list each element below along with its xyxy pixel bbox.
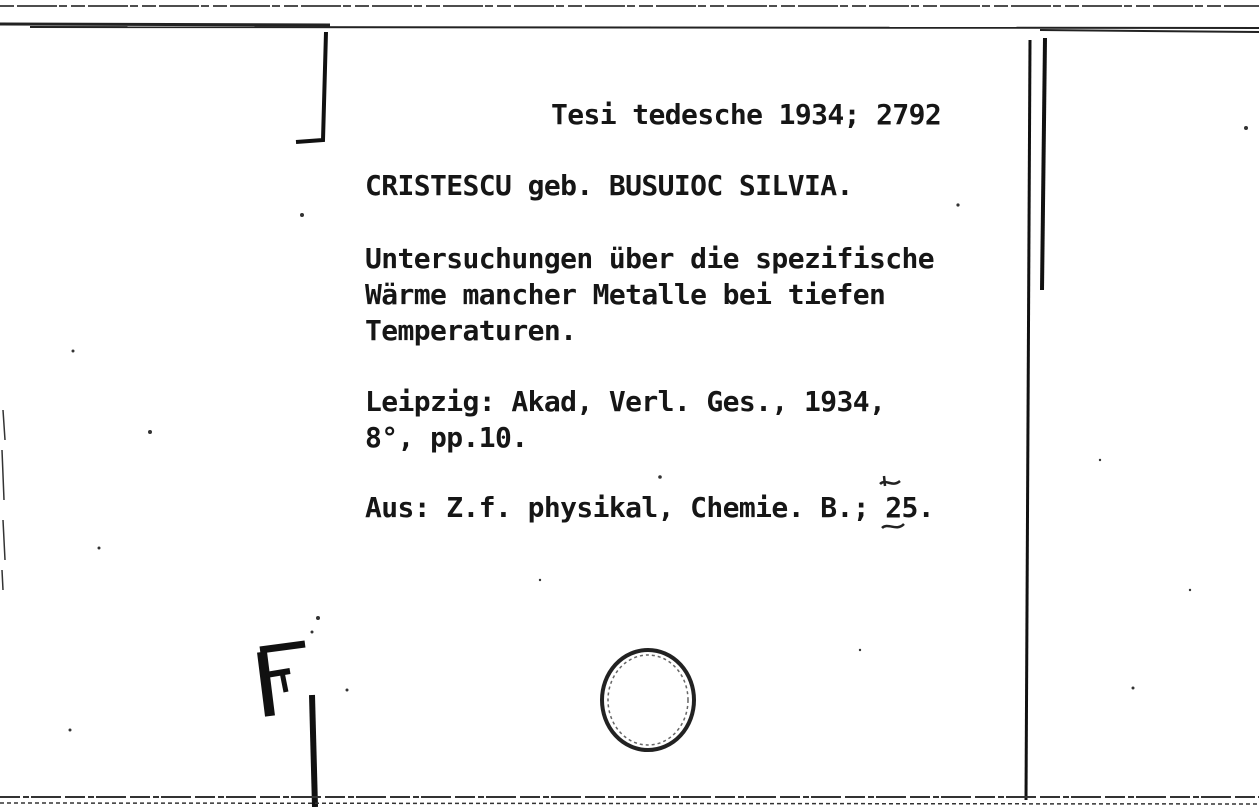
imprint: Leipzig: Akad, Verl. Ges., 1934, 8°, pp.10. (365, 385, 886, 454)
filing-mark (260, 644, 315, 807)
punch-hole-inner (608, 655, 688, 745)
left-edge-speckle (2, 410, 5, 590)
punch-hole (602, 650, 694, 750)
bracket-mark (296, 32, 326, 142)
bottom-edge-lines (0, 797, 1259, 804)
shelfmark: Tesi tedesche 1934; 2792 (551, 98, 942, 131)
top-edge-lines (0, 6, 1259, 32)
author-name: CRISTESCU geb. BUSUIOC SILVIA. (365, 169, 853, 202)
work-title: Untersuchungen über die spezifische Wärme mancher Metalle bei tiefen Temperaturen. (365, 242, 935, 347)
card-right-edge (1026, 38, 1045, 800)
source-note: Aus: Z.f. physikal, Chemie. B.; 25. (365, 491, 935, 524)
